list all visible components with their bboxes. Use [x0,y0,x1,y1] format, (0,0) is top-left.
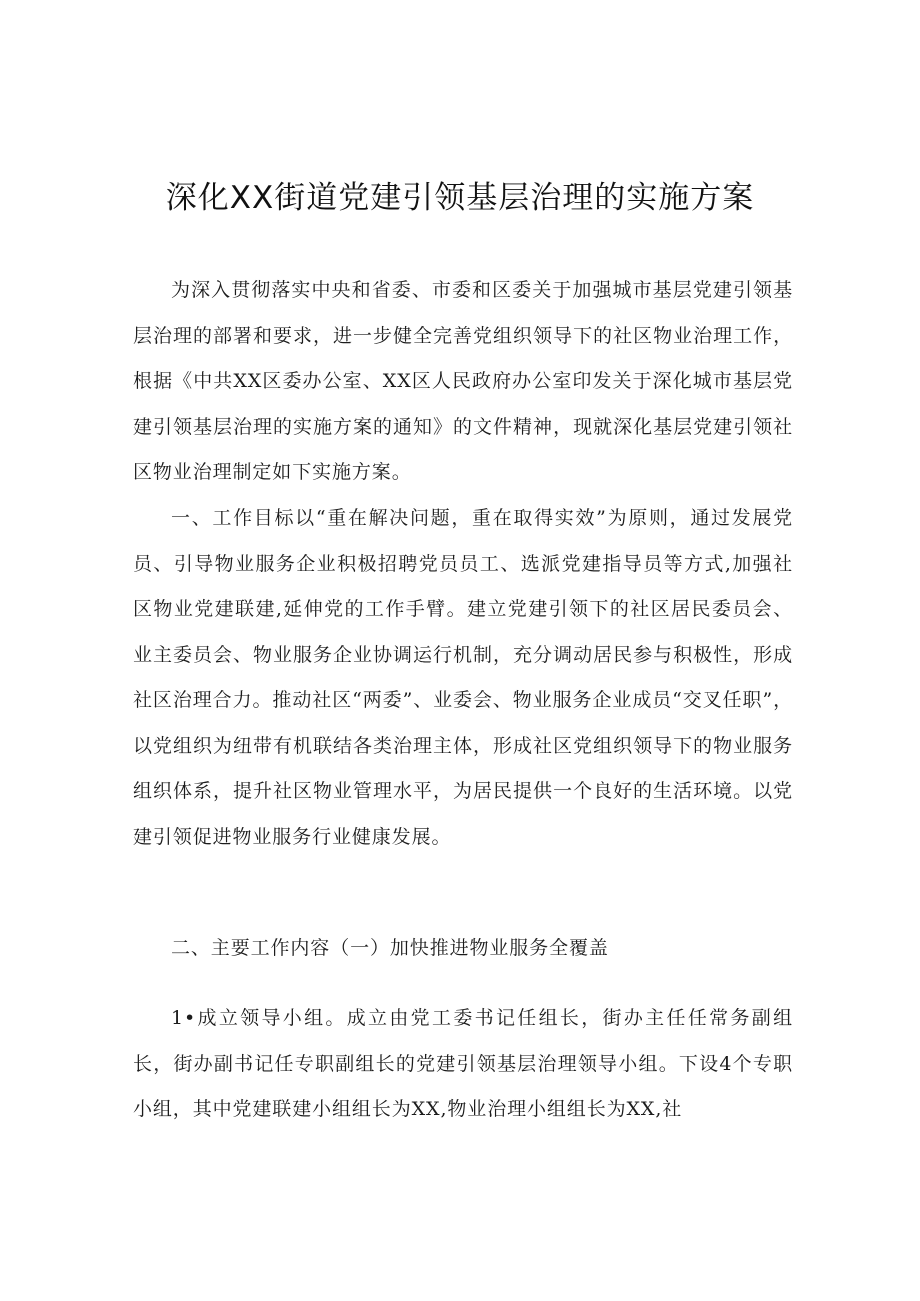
paragraph-work-goals: 一、工作目标以“重在解决问题，重在取得实效”为原则，通过发展党员、引导物业服务企业积极招聘党员员工、选派党建指导员等方式,加强社区物业党建联建,延伸党的工作手臂。建立党建引领下的社区居民委员会、业主委员会、物业服务企业协调运行机制，充分调动居民参与积极性，形成社区治理合力。推动社区“两委”、业委会、物业服务企业成员“交叉任职”，以党组织为纽带有机联结各类治理主体，形成社区党组织领导下的物业服务组织体系，提升社区物业管理水平，为居民提供一个良好的生活环境。以党建引领促进物业服务行业健康发展。 [133,507,793,848]
paragraph-intro: 为深入贯彻落实中央和省委、市委和区委关于加强城市基层党建引领基层治理的部署和要求，进一步健全完善党组织领导下的社区物业治理工作，根据《中共XX区委办公室、XX区人民政府办公室印发关于深化城市基层党建引领基层治理的实施方案的通知》的文件精神，现就深化基层党建引领社区物业治理制定如下实施方案。 [133,279,793,483]
section-heading-main-work: 二、主要工作内容（一）加快推进物业服务全覆盖 [171,937,609,959]
paragraph-leading-group: 1•成立领导小组。成立由党工委书记任组长，街办主任任常务副组长，街办副书记任专职副组长的党建引领基层治理领导小组。下设4个专职小组，其中党建联建小组组长为XX,物业治理小组组长为XX,社 [133,1007,793,1120]
document-title: 深化XX街道党建引领基层治理的实施方案 [165,180,755,216]
